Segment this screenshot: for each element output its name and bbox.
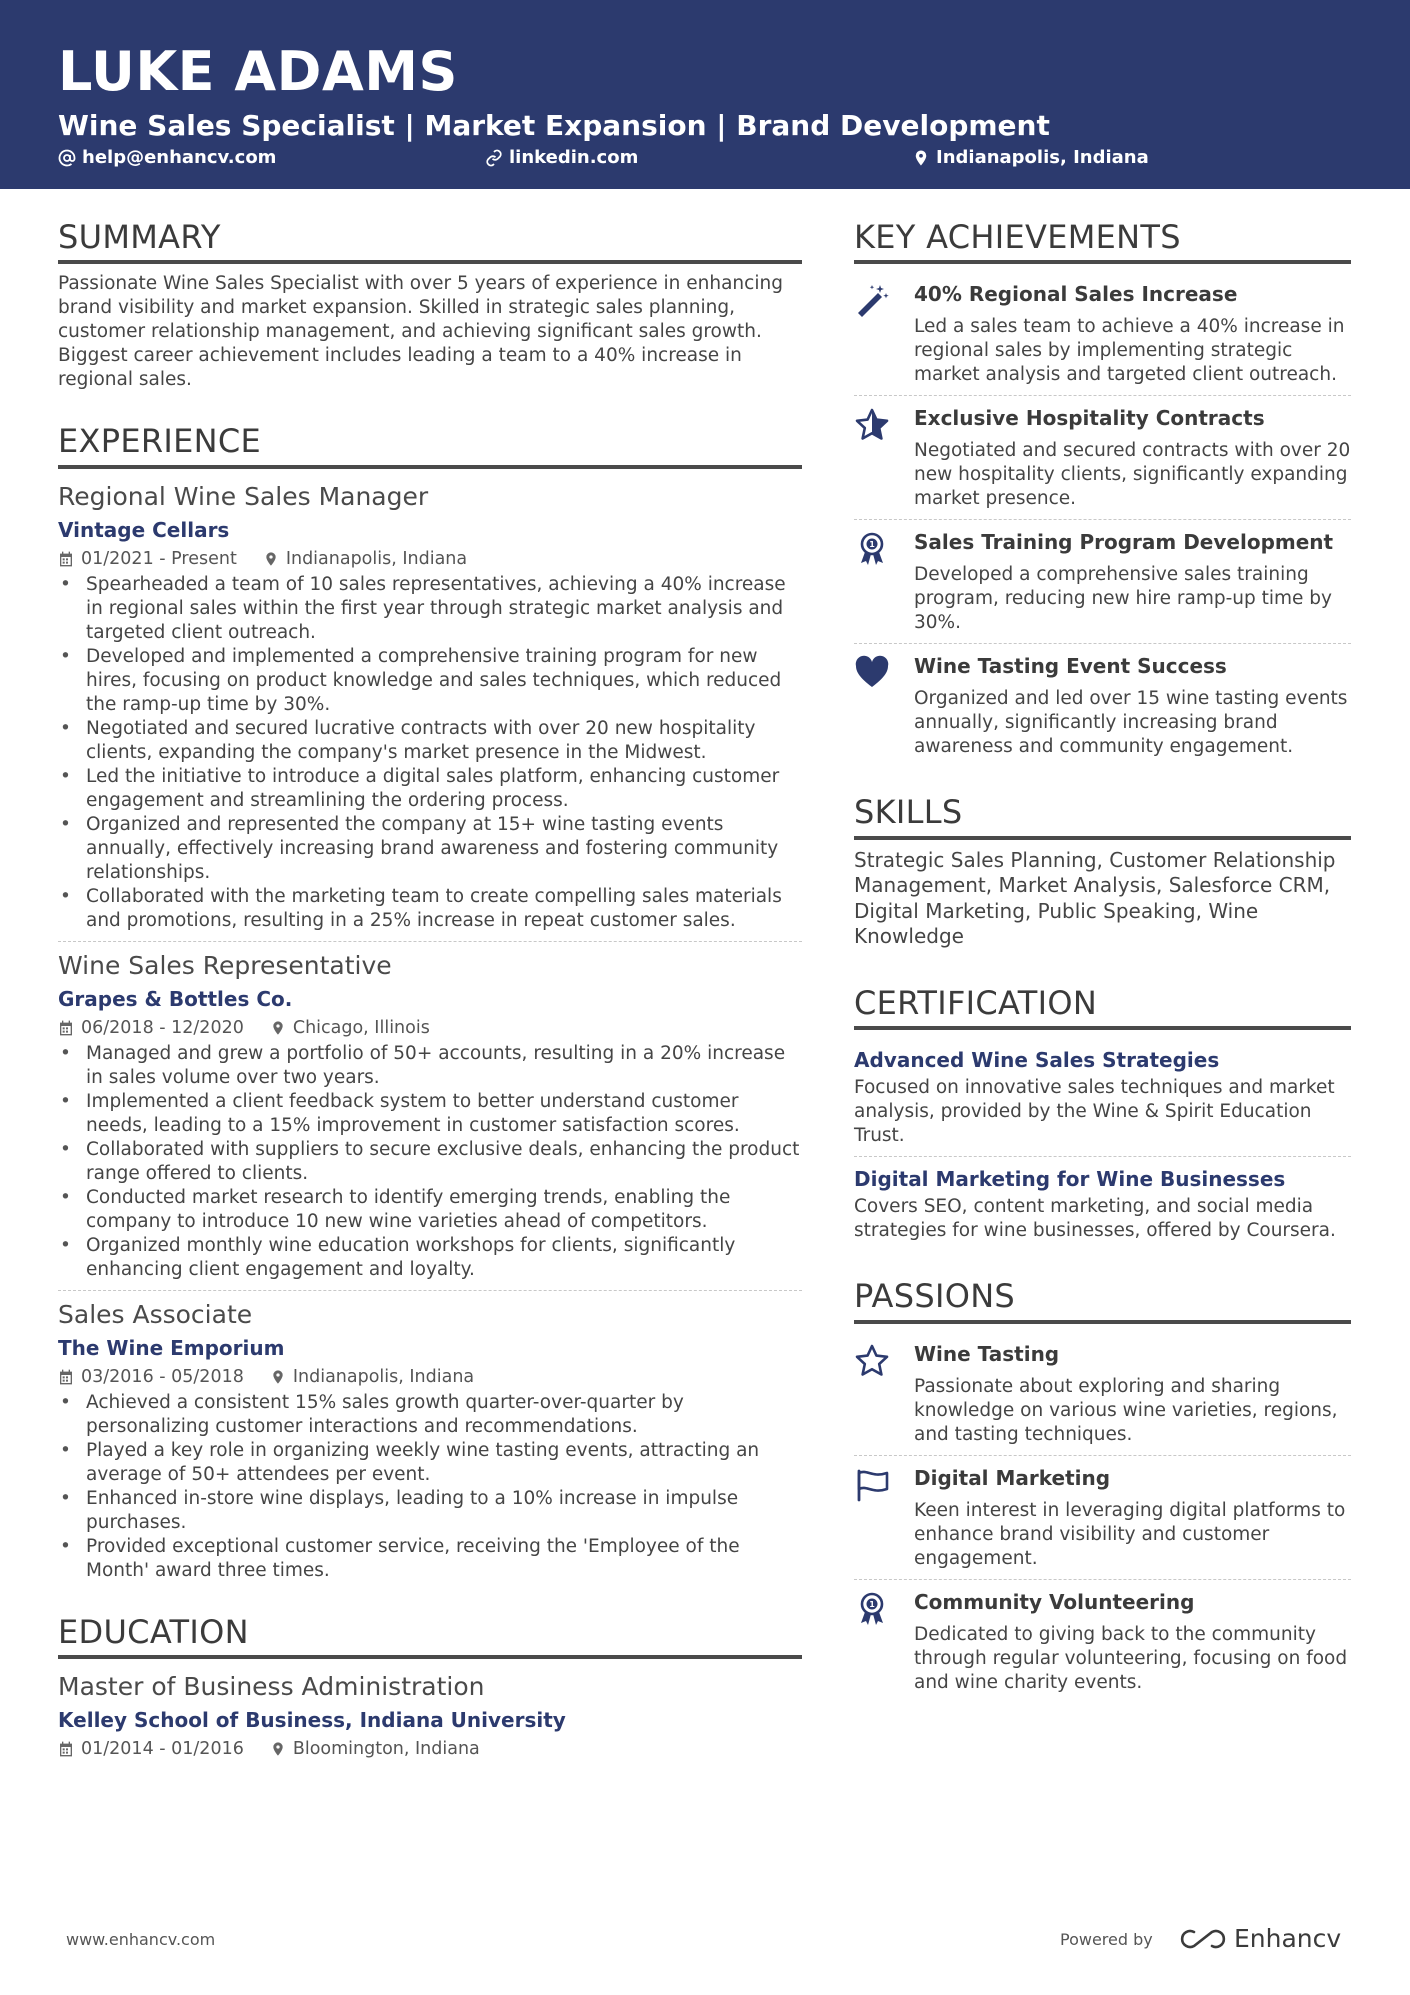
enhancv-logo-text: Enhancv [1234, 1924, 1342, 1953]
calendar-icon [58, 1741, 74, 1757]
award-ribbon-icon [854, 1591, 890, 1627]
location-pin-icon [263, 551, 279, 567]
location-pin-icon [270, 1369, 286, 1385]
job-meta [58, 545, 802, 573]
job-bullets [58, 573, 802, 933]
achievement-item [854, 519, 1351, 643]
passion-text: Passionate about exploring and sharing knowledge on various wine varieties, regions, and tasting techniques. [914, 1375, 1338, 1445]
bullet-item: • Developed and implemented a comprehensive training program for new hires, focusing on product knowledge and sales techniques, which reduced the ramp-up time by 30%. [58, 645, 802, 717]
contact-linkedin[interactable] [485, 147, 638, 169]
education-school: Kelley School of Business, Indiana University [58, 1708, 566, 1733]
passion-item [854, 1455, 1351, 1579]
job-meta [58, 1014, 802, 1042]
certification-item [854, 1156, 1351, 1251]
education-dates [58, 1735, 244, 1763]
job-company: Grapes & Bottles Co. [58, 986, 293, 1011]
achievement-title: Wine Tasting Event Success [914, 654, 1227, 679]
job-bullets [58, 1391, 802, 1583]
job-bullets [58, 1042, 802, 1282]
passions-heading: PASSIONS [854, 1277, 1351, 1323]
footer-powered-by: Powered by [1060, 1930, 1153, 1949]
location-pin-icon [912, 149, 930, 167]
passion-title: Digital Marketing [914, 1465, 1111, 1490]
calendar-icon [58, 551, 74, 567]
job-location-text: Indianapolis, Indiana [285, 548, 468, 569]
certification-item [854, 1038, 1351, 1156]
job-location [263, 545, 467, 573]
job-entry [58, 1290, 802, 1583]
enhancv-logo[interactable] [1180, 1924, 1341, 1953]
bullet-item: • Organized monthly wine education workshops for clients, significantly enhancing client engagement and loyalty. [58, 1234, 802, 1282]
calendar-icon [58, 1020, 74, 1036]
location-pin-icon [270, 1741, 286, 1757]
education-degree: Master of Business Administration [58, 1672, 485, 1702]
education-meta [58, 1735, 802, 1763]
certification-text: Covers SEO, content marketing, and social media strategies for wine businesses, offered by Coursera. [854, 1196, 1336, 1242]
email-text: help@enhancv.com [82, 147, 277, 168]
achievements-heading: KEY ACHIEVEMENTS [854, 218, 1351, 264]
bullet-item: • Collaborated with suppliers to secure exclusive deals, enhancing the product range offered to clients. [58, 1138, 802, 1186]
heart-icon [854, 655, 890, 691]
skills-heading: SKILLS [854, 793, 1351, 839]
achievement-text: Developed a comprehensive sales training program, reducing new hire ramp-up time by 30%. [914, 564, 1332, 634]
achievement-text: Organized and led over 15 wine tasting events annually, significantly increasing brand awareness and community engagement. [914, 688, 1348, 758]
passion-title: Community Volunteering [914, 1589, 1195, 1614]
footer-website[interactable]: www.enhancv.com [66, 1930, 216, 1949]
magic-wand-icon [854, 283, 890, 319]
experience-heading: EXPERIENCE [58, 422, 802, 468]
achievement-title: Sales Training Program Development [914, 530, 1334, 555]
candidate-title: Wine Sales Specialist | Market Expansion | Brand Development [58, 109, 1050, 142]
award-ribbon-icon [854, 531, 890, 567]
passion-text: Keen interest in leveraging digital platforms to enhance brand visibility and customer engagement. [914, 1499, 1346, 1569]
education-dates-text: 01/2014 - 01/2016 [81, 1739, 244, 1760]
passion-text: Dedicated to giving back to the community through regular volunteering, focusing on food and wine charity events. [914, 1623, 1348, 1693]
bullet-item: • Led the initiative to introduce a digital sales platform, enhancing customer engagement and streamlining the ordering process. [58, 765, 802, 813]
flag-icon [854, 1467, 890, 1503]
job-dates [58, 1363, 244, 1391]
job-company: Vintage Cellars [58, 517, 230, 542]
passion-title: Wine Tasting [914, 1341, 1060, 1366]
left-column [58, 218, 802, 1763]
svg-text:1: 1 [869, 1599, 875, 1609]
skills-text: Strategic Sales Planning, Customer Relationship Management, Market Analysis, Salesforce CRM, Digital Marketing, Public Speaking, Wine Knowledge [854, 847, 1336, 949]
job-location [270, 1363, 474, 1391]
job-company: The Wine Emporium [58, 1335, 285, 1360]
achievement-text: Negotiated and secured contracts with over 20 new hospitality clients, significantly expanding market presence. [914, 440, 1351, 510]
job-role: Regional Wine Sales Manager [58, 481, 429, 511]
job-dates [58, 1014, 244, 1042]
enhancv-logo-icon [1180, 1926, 1226, 1952]
job-dates-text: 06/2018 - 12/2020 [81, 1017, 244, 1038]
achievement-title: Exclusive Hospitality Contracts [914, 406, 1265, 431]
location-text: Indianapolis, Indiana [936, 147, 1149, 168]
job-location [270, 1014, 430, 1042]
job-role: Wine Sales Representative [58, 950, 392, 980]
bullet-item: • Implemented a client feedback system to better understand customer needs, leading to a 15% improvement in customer satisfaction scores. [58, 1090, 802, 1138]
certification-title: Digital Marketing for Wine Businesses [854, 1167, 1286, 1192]
job-dates [58, 545, 237, 573]
bullet-item: • Achieved a consistent 15% sales growth quarter-over-quarter by personalizing customer interactions and recommendations. [58, 1391, 802, 1439]
resume-header [0, 0, 1410, 189]
achievement-text: Led a sales team to achieve a 40% increase in regional sales by implementing strategic market analysis and targeted client outreach. [914, 316, 1345, 386]
passion-item [854, 1579, 1351, 1703]
certification-title: Advanced Wine Sales Strategies [854, 1048, 1220, 1073]
summary-heading: SUMMARY [58, 218, 802, 264]
candidate-name: LUKE ADAMS [58, 40, 458, 103]
education-heading: EDUCATION [58, 1613, 802, 1659]
contact-email[interactable] [58, 147, 276, 169]
achievement-item [854, 643, 1351, 767]
job-role: Sales Associate [58, 1299, 253, 1329]
bullet-item: • Provided exceptional customer service, receiving the 'Employee of the Month' award three times. [58, 1535, 802, 1583]
achievement-title: 40% Regional Sales Increase [914, 282, 1238, 307]
summary-text: Passionate Wine Sales Specialist with over 5 years of experience in enhancing brand visibility and market expansion. Skilled in strategic sales planning, customer relationship management, and achieving significant sales growth. Biggest career achievement includes leading a team to a 40% increase in regional sales. [58, 273, 783, 391]
contact-location [912, 147, 1149, 169]
star-outline-icon [854, 1343, 890, 1379]
at-sign-icon [58, 149, 76, 167]
job-entry [58, 477, 802, 933]
bullet-item: • Conducted market research to identify emerging trends, enabling the company to introduce 10 new wine varieties ahead of competitors. [58, 1186, 802, 1234]
star-icon [854, 407, 890, 443]
passion-item [854, 1332, 1351, 1455]
certification-heading: CERTIFICATION [854, 984, 1351, 1030]
bullet-item: • Managed and grew a portfolio of 50+ accounts, resulting in a 20% increase in sales volume over two years. [58, 1042, 802, 1090]
right-column [854, 218, 1351, 1703]
bullet-item: • Organized and represented the company at 15+ wine tasting events annually, effectively increasing brand awareness and fostering community relationships. [58, 813, 802, 885]
bullet-item: • Enhanced in-store wine displays, leading to a 10% increase in impulse purchases. [58, 1487, 802, 1535]
achievement-item [854, 395, 1351, 519]
job-location-text: Chicago, Illinois [292, 1017, 430, 1038]
linkedin-text: linkedin.com [509, 147, 639, 168]
achievement-item [854, 272, 1351, 395]
bullet-item: • Spearheaded a team of 10 sales representatives, achieving a 40% increase in regional sales within the first year through strategic market analysis and targeted client outreach. [58, 573, 802, 645]
svg-text:1: 1 [869, 540, 875, 550]
job-meta [58, 1363, 802, 1391]
bullet-item: • Negotiated and secured lucrative contracts with over 20 new hospitality clients, expanding the company's market presence in the Midwest. [58, 717, 802, 765]
bullet-item: • Played a key role in organizing weekly wine tasting events, attracting an average of 50+ attendees per event. [58, 1439, 802, 1487]
job-location-text: Indianapolis, Indiana [292, 1366, 475, 1387]
job-dates-text: 01/2021 - Present [81, 548, 237, 569]
bullet-item: • Collaborated with the marketing team to create compelling sales materials and promotions, resulting in a 25% increase in repeat customer sales. [58, 885, 802, 933]
job-dates-text: 03/2016 - 05/2018 [81, 1366, 244, 1387]
location-pin-icon [270, 1020, 286, 1036]
calendar-icon [58, 1369, 74, 1385]
education-location [270, 1735, 480, 1763]
education-location-text: Bloomington, Indiana [292, 1739, 480, 1760]
job-entry [58, 941, 802, 1282]
education-entry [58, 1667, 802, 1763]
link-icon [485, 149, 503, 167]
certification-text: Focused on innovative sales techniques and market analysis, provided by the Wine & Spirit Education Trust. [854, 1077, 1335, 1147]
